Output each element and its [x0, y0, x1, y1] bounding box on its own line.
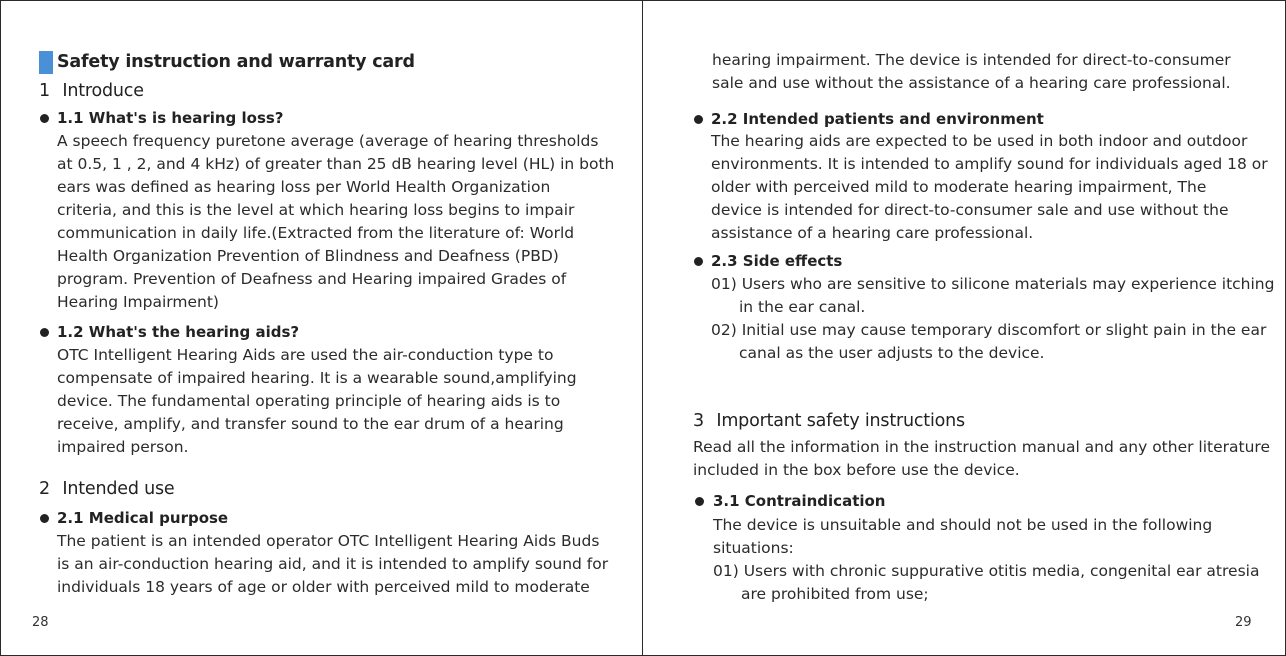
section-3-intro	[693, 436, 1270, 482]
section-2-number: 2	[39, 479, 50, 499]
document-title: Safety instruction and warranty card	[57, 52, 415, 72]
section-1-number: 1	[39, 81, 50, 101]
text-line: Hearing Impairment)	[57, 293, 219, 311]
text-line: impaired person.	[57, 438, 189, 456]
subsection-1-2-heading: 1.2 What's the hearing aids?	[57, 323, 300, 341]
text-line: included in the box before use the device.	[693, 461, 1020, 479]
text-line: Read all the information in the instruction manual and any other literature	[693, 438, 1270, 456]
text-line: is an air-conduction hearing aid, and it is intended to amplify sound for	[57, 555, 609, 573]
subsection-1-2-body	[57, 344, 577, 459]
subsection-1-1-heading: 1.1 What's is hearing loss?	[57, 109, 284, 127]
bullet-icon	[694, 115, 703, 124]
subsection-2-3-heading: 2.3 Side effects	[711, 252, 843, 270]
subsection-2-1-body	[57, 530, 608, 599]
list-item-cont: in the ear canal.	[739, 298, 866, 316]
text-line: hearing impairment. The device is intended for direct-to-consumer	[712, 51, 1231, 69]
text-line: assistance of a hearing care professional.	[711, 224, 1034, 242]
bullet-icon	[694, 257, 703, 266]
text-line: older with perceived mild to moderate hearing impairment, The	[711, 178, 1207, 196]
section-3-title: Important safety instructions	[716, 411, 965, 431]
text-line: device. The fundamental operating principle of hearing aids is to	[57, 392, 561, 410]
list-item-lead: 01) Users with chronic suppurative otitis media, congenital ear atresia	[713, 562, 1260, 580]
text-line: OTC Intelligent Hearing Aids are used the air-conduction type to	[57, 346, 554, 364]
list-item-lead: 01) Users who are sensitive to silicone materials may experience itching	[711, 275, 1275, 293]
bullet-icon	[40, 514, 49, 523]
continued-text	[712, 49, 1231, 95]
section-2-title: Intended use	[62, 479, 175, 499]
subsection-2-2-heading: 2.2 Intended patients and environment	[711, 110, 1044, 128]
subsection-2-2-body	[711, 130, 1268, 245]
subsection-2-1-heading: 2.1 Medical purpose	[57, 509, 229, 527]
text-line: receive, amplify, and transfer sound to the ear drum of a hearing	[57, 415, 564, 433]
text-line: Health Organization Prevention of Blindness and Deafness (PBD)	[57, 247, 559, 265]
text-line: individuals 18 years of age or older with perceived mild to moderate	[57, 578, 590, 596]
bullet-icon	[40, 328, 49, 337]
text-line: device is intended for direct-to-consumer sale and use without the	[711, 201, 1229, 219]
text-line: The hearing aids are expected to be used in both indoor and outdoor	[711, 132, 1248, 150]
text-line: The patient is an intended operator OTC Intelligent Hearing Aids Buds	[57, 532, 600, 550]
section-1-heading	[39, 81, 144, 101]
section-3-number: 3	[693, 411, 704, 431]
list-item-lead: 02) Initial use may cause temporary discomfort or slight pain in the ear	[711, 321, 1267, 339]
page-number: 28	[32, 615, 49, 630]
text-line: A speech frequency puretone average (average of hearing thresholds	[57, 132, 599, 150]
subsection-1-1-body	[57, 130, 614, 314]
page-number: 29	[1235, 615, 1252, 630]
text-line: criteria, and this is the level at which hearing loss begins to impair	[57, 201, 575, 219]
list-item-cont: canal as the user adjusts to the device.	[739, 344, 1045, 362]
text-line: program. Prevention of Deafness and Hearing impaired Grades of	[57, 270, 567, 288]
text-line: at 0.5, 1 , 2, and 4 kHz) of greater than 25 dB hearing level (HL) in both	[57, 155, 615, 173]
text-line: ears was defined as hearing loss per World Health Organization	[57, 178, 551, 196]
text-line: environments. It is intended to amplify sound for individuals aged 18 or	[711, 155, 1268, 173]
text-line: sale and use without the assistance of a hearing care professional.	[712, 74, 1231, 92]
right-page	[643, 0, 1286, 656]
text-line: The device is unsuitable and should not be used in the following	[713, 516, 1213, 534]
text-line: situations:	[713, 539, 794, 557]
title-accent-bar	[39, 51, 53, 74]
text-line: communication in daily life.(Extracted from the literature of: World	[57, 224, 575, 242]
section-2-heading	[39, 479, 174, 499]
section-1-title: Introduce	[62, 81, 144, 101]
list-item-cont: are prohibited from use;	[741, 585, 929, 603]
subsection-3-1-heading: 3.1 Contraindication	[713, 492, 886, 510]
bullet-icon	[40, 114, 49, 123]
subsection-3-1-body	[713, 514, 1259, 606]
section-3-heading	[693, 411, 965, 431]
bullet-icon	[695, 497, 704, 506]
subsection-2-3-body	[711, 273, 1274, 365]
text-line: compensate of impaired hearing. It is a wearable sound,amplifying	[57, 369, 577, 387]
